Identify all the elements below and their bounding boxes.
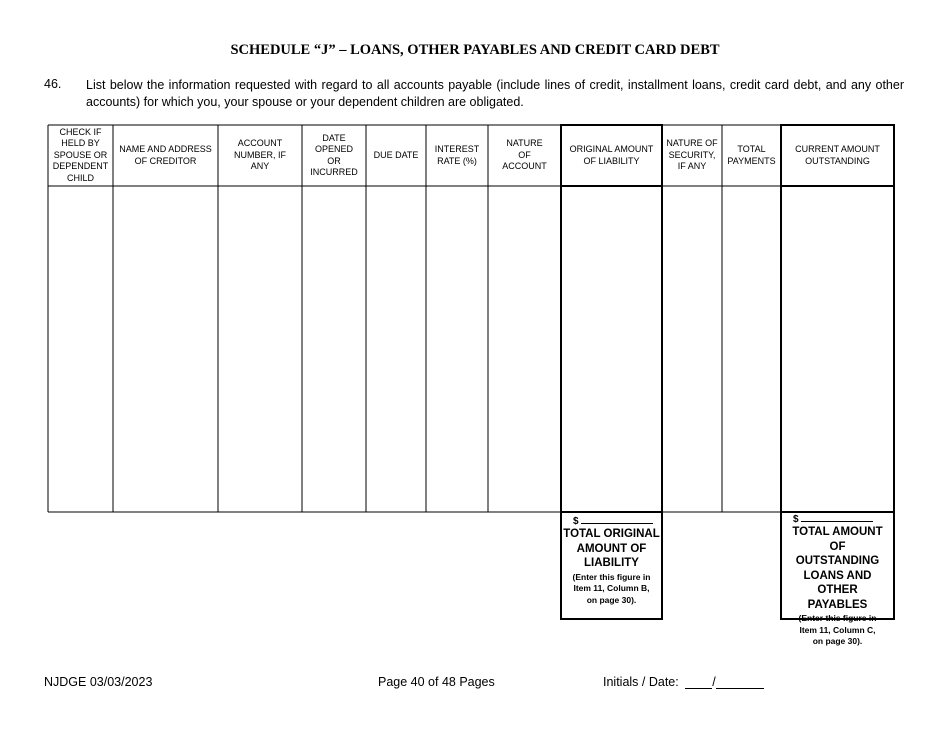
col-header-nature-of-security: NATURE OF SECURITY, IF ANY xyxy=(666,138,718,172)
col-header-total-payments: TOTAL PAYMENTS xyxy=(727,144,776,166)
total-original-liability xyxy=(561,514,662,606)
schedule-title: SCHEDULE “J” – LOANS, OTHER PAYABLES AND CREDIT CARD DEBT xyxy=(230,42,720,58)
date-separator: / xyxy=(712,675,716,689)
initials-date xyxy=(603,675,764,689)
total-original-amount-field[interactable]: $ xyxy=(561,514,662,527)
col-header-original-amount: ORIGINAL AMOUNT OF LIABILITY xyxy=(569,144,654,166)
initials-label: Initials / Date: xyxy=(603,675,679,689)
total-outstanding-amount-field[interactable]: $ xyxy=(781,512,894,525)
col-header-current-outstanding: CURRENT AMOUNT OUTSTANDING xyxy=(795,144,880,166)
initials-field[interactable] xyxy=(685,675,712,689)
col-header-due-date: DUE DATE xyxy=(373,149,419,160)
form-id: NJDGE 03/03/2023 xyxy=(44,675,153,689)
page-number: Page 40 of 48 Pages xyxy=(378,675,495,689)
col-header-account-number: ACCOUNT NUMBER, IF ANY xyxy=(233,138,286,172)
col-header-nature-of-account: NATURE OF ACCOUNT xyxy=(502,138,547,172)
total-outstanding-payables xyxy=(781,512,894,648)
item-instructions: List below the information requested with regard to all accounts payable (include lines of credit, installment loans, credit card debt, and any other accounts) for which you, your spouse or your dependent children are obligated. xyxy=(86,78,904,109)
col-header-check-if-held: CHECK IF HELD BY SPOUSE OR DEPENDENT CHILD xyxy=(52,126,109,183)
total-original-note: (Enter this figure in Item 11, Column B, on page 30). xyxy=(572,571,651,605)
total-original-label: TOTAL ORIGINAL AMOUNT OF LIABILITY xyxy=(563,528,660,569)
col-header-interest-rate: INTEREST RATE (%) xyxy=(434,144,480,166)
item-number: 46. xyxy=(44,77,62,91)
date-field[interactable] xyxy=(716,675,764,689)
total-outstanding-note: (Enter this figure in Item 11, Column C, on page 30). xyxy=(798,613,877,646)
col-header-date-opened: DATE OPENED OR INCURRED xyxy=(310,132,358,177)
total-outstanding-label: TOTAL AMOUNT OF OUTSTANDING LOANS AND OTHER PAYABLES xyxy=(792,526,883,611)
col-header-creditor: NAME AND ADDRESS OF CREDITOR xyxy=(119,144,212,166)
